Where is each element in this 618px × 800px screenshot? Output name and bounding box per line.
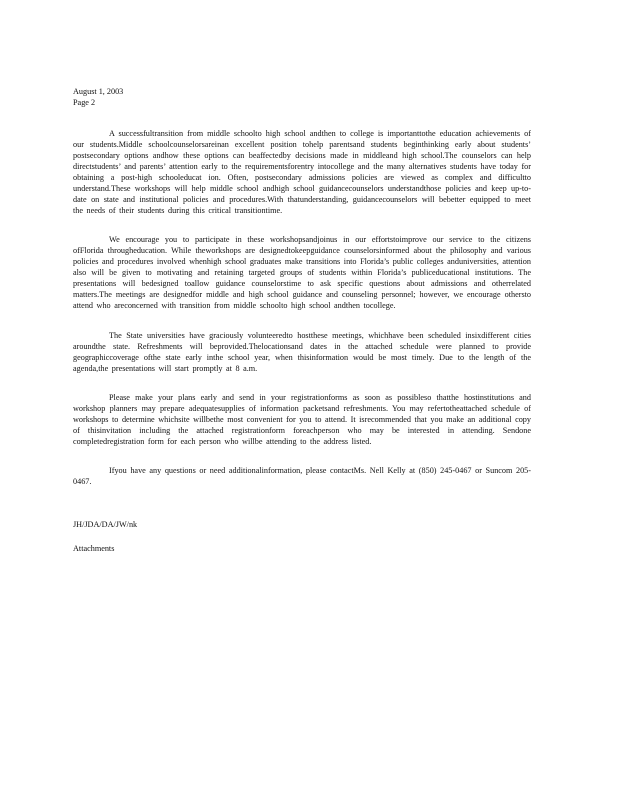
paragraph-contact: Ifyou have any questions or need additionalinformation, please contactMs. Nell Kelly at (850) 245-0467 or Suncom 205-0467. — [73, 466, 531, 486]
paragraph-transition: A successfultransition from middle schoolto high school andthen to college is importanttothe education achievements of our students.Middle schoolcounselorsareinan excellent position tohelp parentsand students beginthinking early about students’ postsecondary options andhow these options can beaffectedby decisions made in middleand high school.The counselors can help directstudents’ and parents’ attention early to the requirementsforentry intocollege and the many alternatives students have today for obtaining a post-high schooleducat ion. Often, postsecondary admissions policies are viewed as complex and difficultto understand.These workshops will help middle school andhigh school guidancecounselors understandthose policies and keep up-to-date on state and institutional policies and procedures.With thatunderstanding, guidancecounselors will bebetter equipped to meet the needs of their students during this critical transitiontime. — [73, 129, 531, 215]
typist-initials: JH/JDA/DA/JW/nk — [73, 520, 138, 529]
paragraph-registration: Please make your plans early and send in your registrationforms as soon as possibleso thatthe hostinstitutions and workshop planners may prepare adequatesupplies of information packetsand refreshments. You may refertotheattached schedule of workshops to determine whichsite willbethe most convenient for you to attend. It isrecommended that you make an additional copy of thisinvitation including the attached registrationform foreachperson who may be interested in attending. Sendone completedregistration form for each person who willbe attending to the address listed. — [73, 393, 531, 446]
attachments-note: Attachments — [73, 544, 115, 553]
page-number: Page 2 — [73, 98, 96, 107]
letter-date: August 1, 2003 — [73, 87, 124, 96]
letter-body — [73, 86, 531, 554]
paragraph-universities: The State universities have graciously volunteeredto hostthese meetings, whichhave been scheduled insixdifferent cities aroundthe state. Refreshments will beprovided.Thelocationsand dates in the attached schedule were planned to provide geographiccoverage ofthe state early inthe school year, when thisinformation would be most timely. Due to the length of the agenda,the presentations will start promptly at 8 a.m. — [73, 331, 531, 373]
paragraph-encourage: We encourage you to participate in these workshopsandjoinus in our effortstoimprove our service to the citizens ofFlorida througheducation. While theworkshops are designedtokeepguidance counselorsinformed about the philosophy and various policies and procedures involved whenhigh school graduates make transitions into Florida’s public colleges anduniversities, attention also will be given to motivating and retaining targeted groups of students within Florida’s publiceducational institutions. The presentations will bedesigned toallow guidance counselorstime to ask specific questions about admissions and otherrelated matters.The meetings are designedfor middle and high school guidance and counseling personnel; however, we encourage othersto attend who areconcerned with transition from middle schoolto high school andthen tocollege. — [73, 235, 531, 310]
